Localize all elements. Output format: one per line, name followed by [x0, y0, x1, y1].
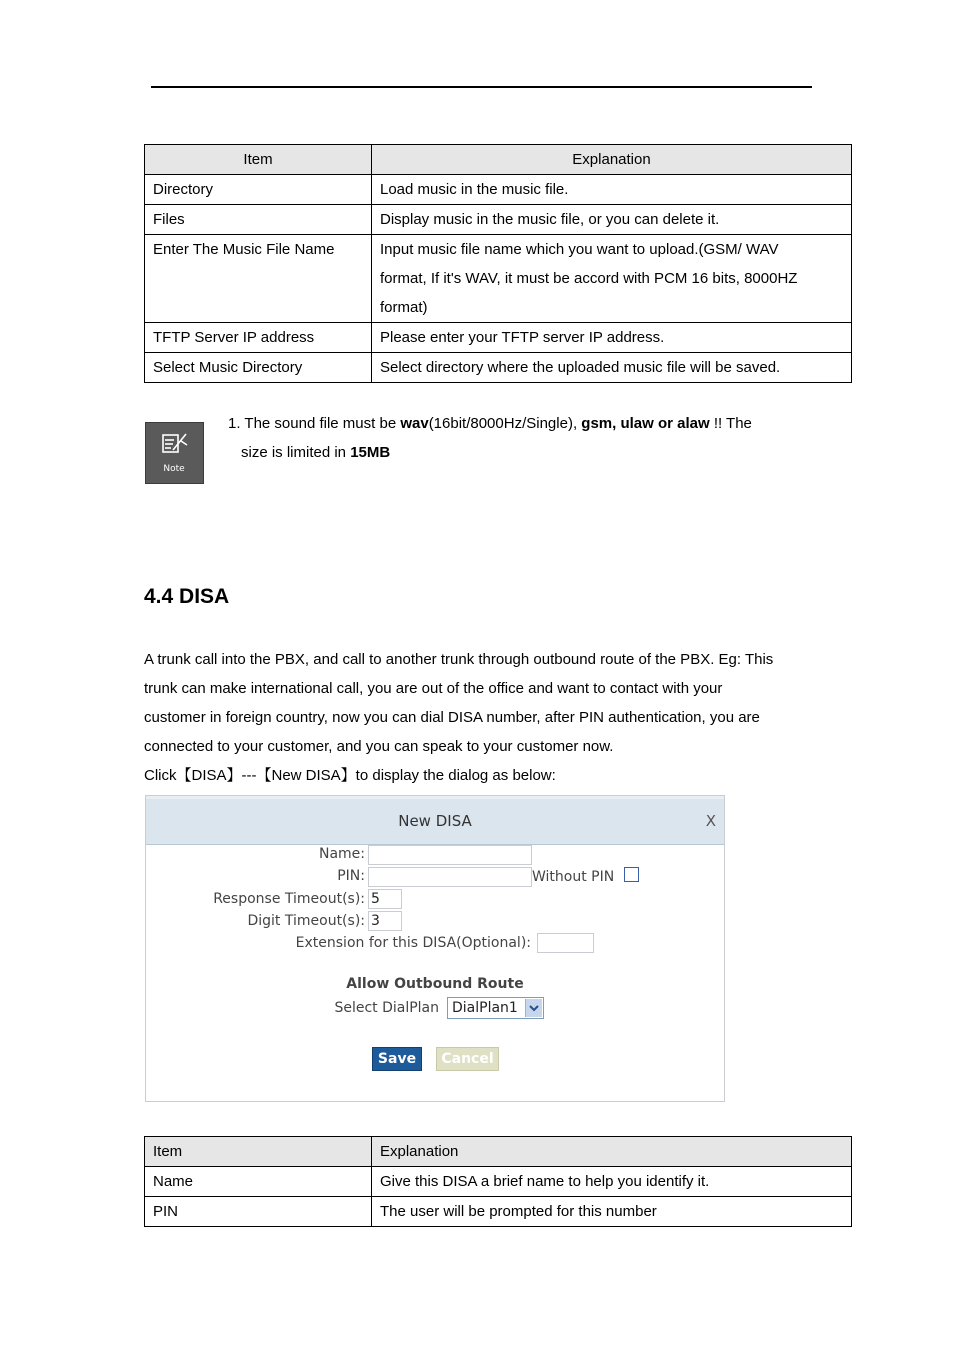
table-row	[145, 235, 852, 323]
cancel-button[interactable]: Cancel	[436, 1047, 499, 1071]
table-cell-item: PIN	[145, 1197, 372, 1227]
column-header-explanation: Explanation	[372, 145, 852, 175]
pin-label: PIN:	[337, 868, 365, 884]
table-cell-item: Directory	[145, 175, 372, 205]
paragraph-line: customer in foreign country, now you can dial DISA number, after PIN authentication, you are	[144, 709, 760, 726]
name-label: Name:	[318, 846, 365, 862]
dialplan-select[interactable]	[447, 997, 544, 1019]
note-emphasis: 15MB	[350, 444, 391, 461]
table-cell-explanation: Please enter your TFTP server IP address.	[372, 323, 852, 353]
table-cell-item: TFTP Server IP address	[145, 323, 372, 353]
response-timeout-label: Response Timeout(s):	[213, 891, 365, 907]
disa-fields-table	[144, 1136, 852, 1227]
close-icon[interactable]: X	[705, 812, 716, 830]
table-row	[145, 1167, 852, 1197]
table-cell-item: Files	[145, 205, 372, 235]
table-cell-explanation	[372, 235, 852, 323]
response-timeout-input[interactable]: 5	[368, 889, 402, 909]
explanation-line: format, If it's WAV, it must be accord with PCM 16 bits, 8000HZ	[380, 270, 798, 287]
column-header-explanation: Explanation	[372, 1137, 852, 1167]
table-cell-explanation: Display music in the music file, or you can delete it.	[372, 205, 852, 235]
note-emphasis: wav	[400, 415, 429, 432]
note-text: size is limited in	[241, 444, 351, 461]
note-text: 1. The sound file must be	[228, 415, 401, 432]
dialog-header	[146, 796, 724, 845]
digit-timeout-input[interactable]: 3	[368, 911, 402, 931]
note-line-1	[228, 409, 752, 438]
table-header-row	[145, 1137, 852, 1167]
extension-input[interactable]	[537, 933, 594, 953]
outbound-route-heading: Allow Outbound Route	[346, 976, 524, 992]
table-cell-item: Select Music Directory	[145, 353, 372, 383]
paragraph-line: connected to your customer, and you can speak to your customer now.	[144, 738, 614, 755]
table-row	[145, 353, 852, 383]
paragraph-line: trunk can make international call, you are out of the office and want to contact with your	[144, 680, 723, 697]
table-cell-item: Enter The Music File Name	[145, 235, 372, 323]
note-icon	[145, 422, 204, 484]
table-row	[145, 323, 852, 353]
note-text: (16bit/8000Hz/Single),	[428, 415, 582, 432]
table-header-row	[145, 145, 852, 175]
paragraph-line: Click【DISA】---【New DISA】to display the dialog as below:	[144, 767, 556, 784]
new-disa-dialog	[145, 795, 725, 1102]
explanation-line: Input music file name which you want to upload.(GSM/ WAV	[380, 241, 779, 258]
table-row	[145, 1197, 852, 1227]
name-input[interactable]	[368, 845, 532, 865]
note-text: !! The	[709, 415, 752, 432]
paragraph-line: A trunk call into the PBX, and call to another trunk through outbound route of the PBX. Eg: This	[144, 651, 774, 668]
note-emphasis: gsm, ulaw or alaw	[581, 415, 710, 432]
dialog-title: New DISA	[398, 812, 472, 830]
dialplan-label: Select DialPlan	[334, 1000, 439, 1016]
dialplan-selected-value: DialPlan1	[452, 1000, 518, 1016]
table-row	[145, 175, 852, 205]
table-cell-item: Name	[145, 1167, 372, 1197]
body-paragraph	[144, 645, 824, 790]
note-line-2	[241, 438, 390, 467]
chevron-down-icon	[525, 999, 542, 1017]
extension-label: Extension for this DISA(Optional):	[295, 935, 531, 951]
digit-timeout-label: Digit Timeout(s):	[247, 913, 365, 929]
column-header-item: Item	[145, 1137, 372, 1167]
table-cell-explanation: Give this DISA a brief name to help you identify it.	[372, 1167, 852, 1197]
table-cell-explanation: The user will be prompted for this number	[372, 1197, 852, 1227]
table-cell-explanation: Load music in the music file.	[372, 175, 852, 205]
without-pin-checkbox[interactable]	[624, 867, 639, 882]
section-title: 4.4 DISA	[144, 585, 230, 608]
header-rule	[151, 86, 812, 88]
column-header-item: Item	[145, 145, 372, 175]
explanation-line: format)	[380, 299, 428, 316]
save-button[interactable]: Save	[372, 1047, 422, 1071]
pin-input[interactable]	[368, 867, 532, 887]
music-settings-table	[144, 144, 852, 383]
table-cell-explanation: Select directory where the uploaded music file will be saved.	[372, 353, 852, 383]
without-pin-label: Without PIN	[532, 869, 615, 885]
table-row	[145, 205, 852, 235]
note-icon-label: Note	[163, 464, 185, 474]
